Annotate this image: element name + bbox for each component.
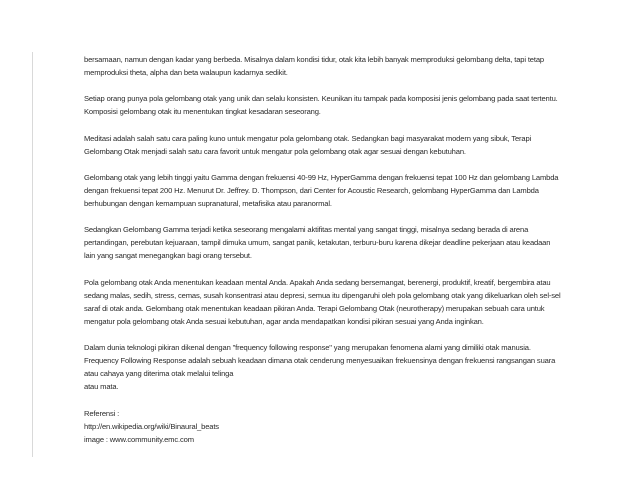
text-line: Meditasi adalah salah satu cara paling kuno untuk mengatur pola gelombang otak. Sedangkan bagi masyarakat modern yang sibuk, Terapi [84,133,532,143]
text-line: Frequency Following Response adalah sebuah keadaan dimana otak cenderung menyesuaikan frekuensinya dengan frekuensi rangsangan suara [84,356,556,366]
text-line: Gelombang otak yang lebih tinggi yaitu Gamma dengan frekuensi 40-99 Hz, HyperGamma dengan frekuensi tepat 100 Hz dan gelombang Lambda [84,172,559,182]
text-line: dengan frekuensi tepat 200 Hz. Menurut Dr. Jeffrey. D. Thompson, dari Center for Acoustic Research, gelombang HyperGamma dan Lambda [84,185,539,195]
paragraph-unique-pattern [84,92,624,118]
paragraph-meditation [84,132,624,158]
text-line: sedang malas, sedih, stress, cemas, susah konsentrasi atau depresi, semua itu dipengaruhi oleh pola gelombang otak yang dikeluarkan oleh sel-sel [84,290,561,300]
text-line: Setiap orang punya pola gelombang otak yang unik dan selalu konsisten. Keunikan itu tampak pada komposisi jenis gelombang pada saat tertentu. [84,94,558,104]
references-heading: Referensi : [84,408,120,418]
left-margin-rule [32,52,33,457]
text-line: berhubungan dengan kemampuan supranatural, metafisika atau paranormal. [84,199,332,209]
paragraph-frequency-following [84,341,624,393]
paragraph-brainwave-mix [84,53,624,79]
text-line: Pola gelombang otak Anda menentukan keadaan mental Anda. Apakah Anda sedang bersemangat, berenergi, produktif, kreatif, bergembira atau [84,277,551,287]
text-line: pertandingan, perebutan kejuaraan, tampil dimuka umum, sangat panik, ketakutan, terburu-buru karena dikejar deadline pekerjaan atau keadaan [84,238,551,248]
text-line: Komposisi gelombang otak itu menentukan tingkat kesadaran seseorang. [84,107,321,117]
paragraph-gamma-lambda [84,171,624,210]
paragraph-gamma-activity [84,223,624,262]
text-line: saraf di otak anda. Gelombang otak menentukan keadaan pikiran Anda. Terapi Gelombang Otak (neurotherapy) merupakan sebuah cara untuk [84,303,545,313]
text-line: lain yang sangat menegangkan bagi orang tersebut. [84,251,252,261]
text-line: Dalam dunia teknologi pikiran dikenal dengan "frequency following response" yang merupakan fenomena alami yang dimiliki otak manusia. [84,343,531,353]
image-credit: image : www.community.emc.com [84,434,194,444]
reference-link: http://en.wikipedia.org/wiki/Binaural_beats [84,421,219,431]
text-line: mengatur pola gelombang otak Anda sesuai kebutuhan, agar anda mendapatkan kondisi pikiran sesuai yang Anda inginkan. [84,316,484,326]
text-line: bersamaan, namun dengan kadar yang berbeda. Misalnya dalam kondisi tidur, otak kita lebih banyak memproduksi gelombang delta, tapi tetap [84,55,544,64]
paragraph-references [84,407,624,446]
document-body [84,53,624,459]
text-line: memproduksi theta, alpha dan beta walaupun kadarnya sedikit. [84,68,288,78]
text-line: Gelombang Otak menjadi salah satu cara favorit untuk mengatur pola gelombang otak agar sesuai dengan kebutuhan. [84,146,466,156]
text-line: atau mata. [84,382,119,392]
text-line: Sedangkan Gelombang Gamma terjadi ketika seseorang mengalami aktifitas mental yang sangat tinggi, misalnya sedang berada di arena [84,225,529,235]
paragraph-mental-state [84,276,624,328]
text-line: atau cahaya yang diterima otak melalui telinga [84,369,234,379]
